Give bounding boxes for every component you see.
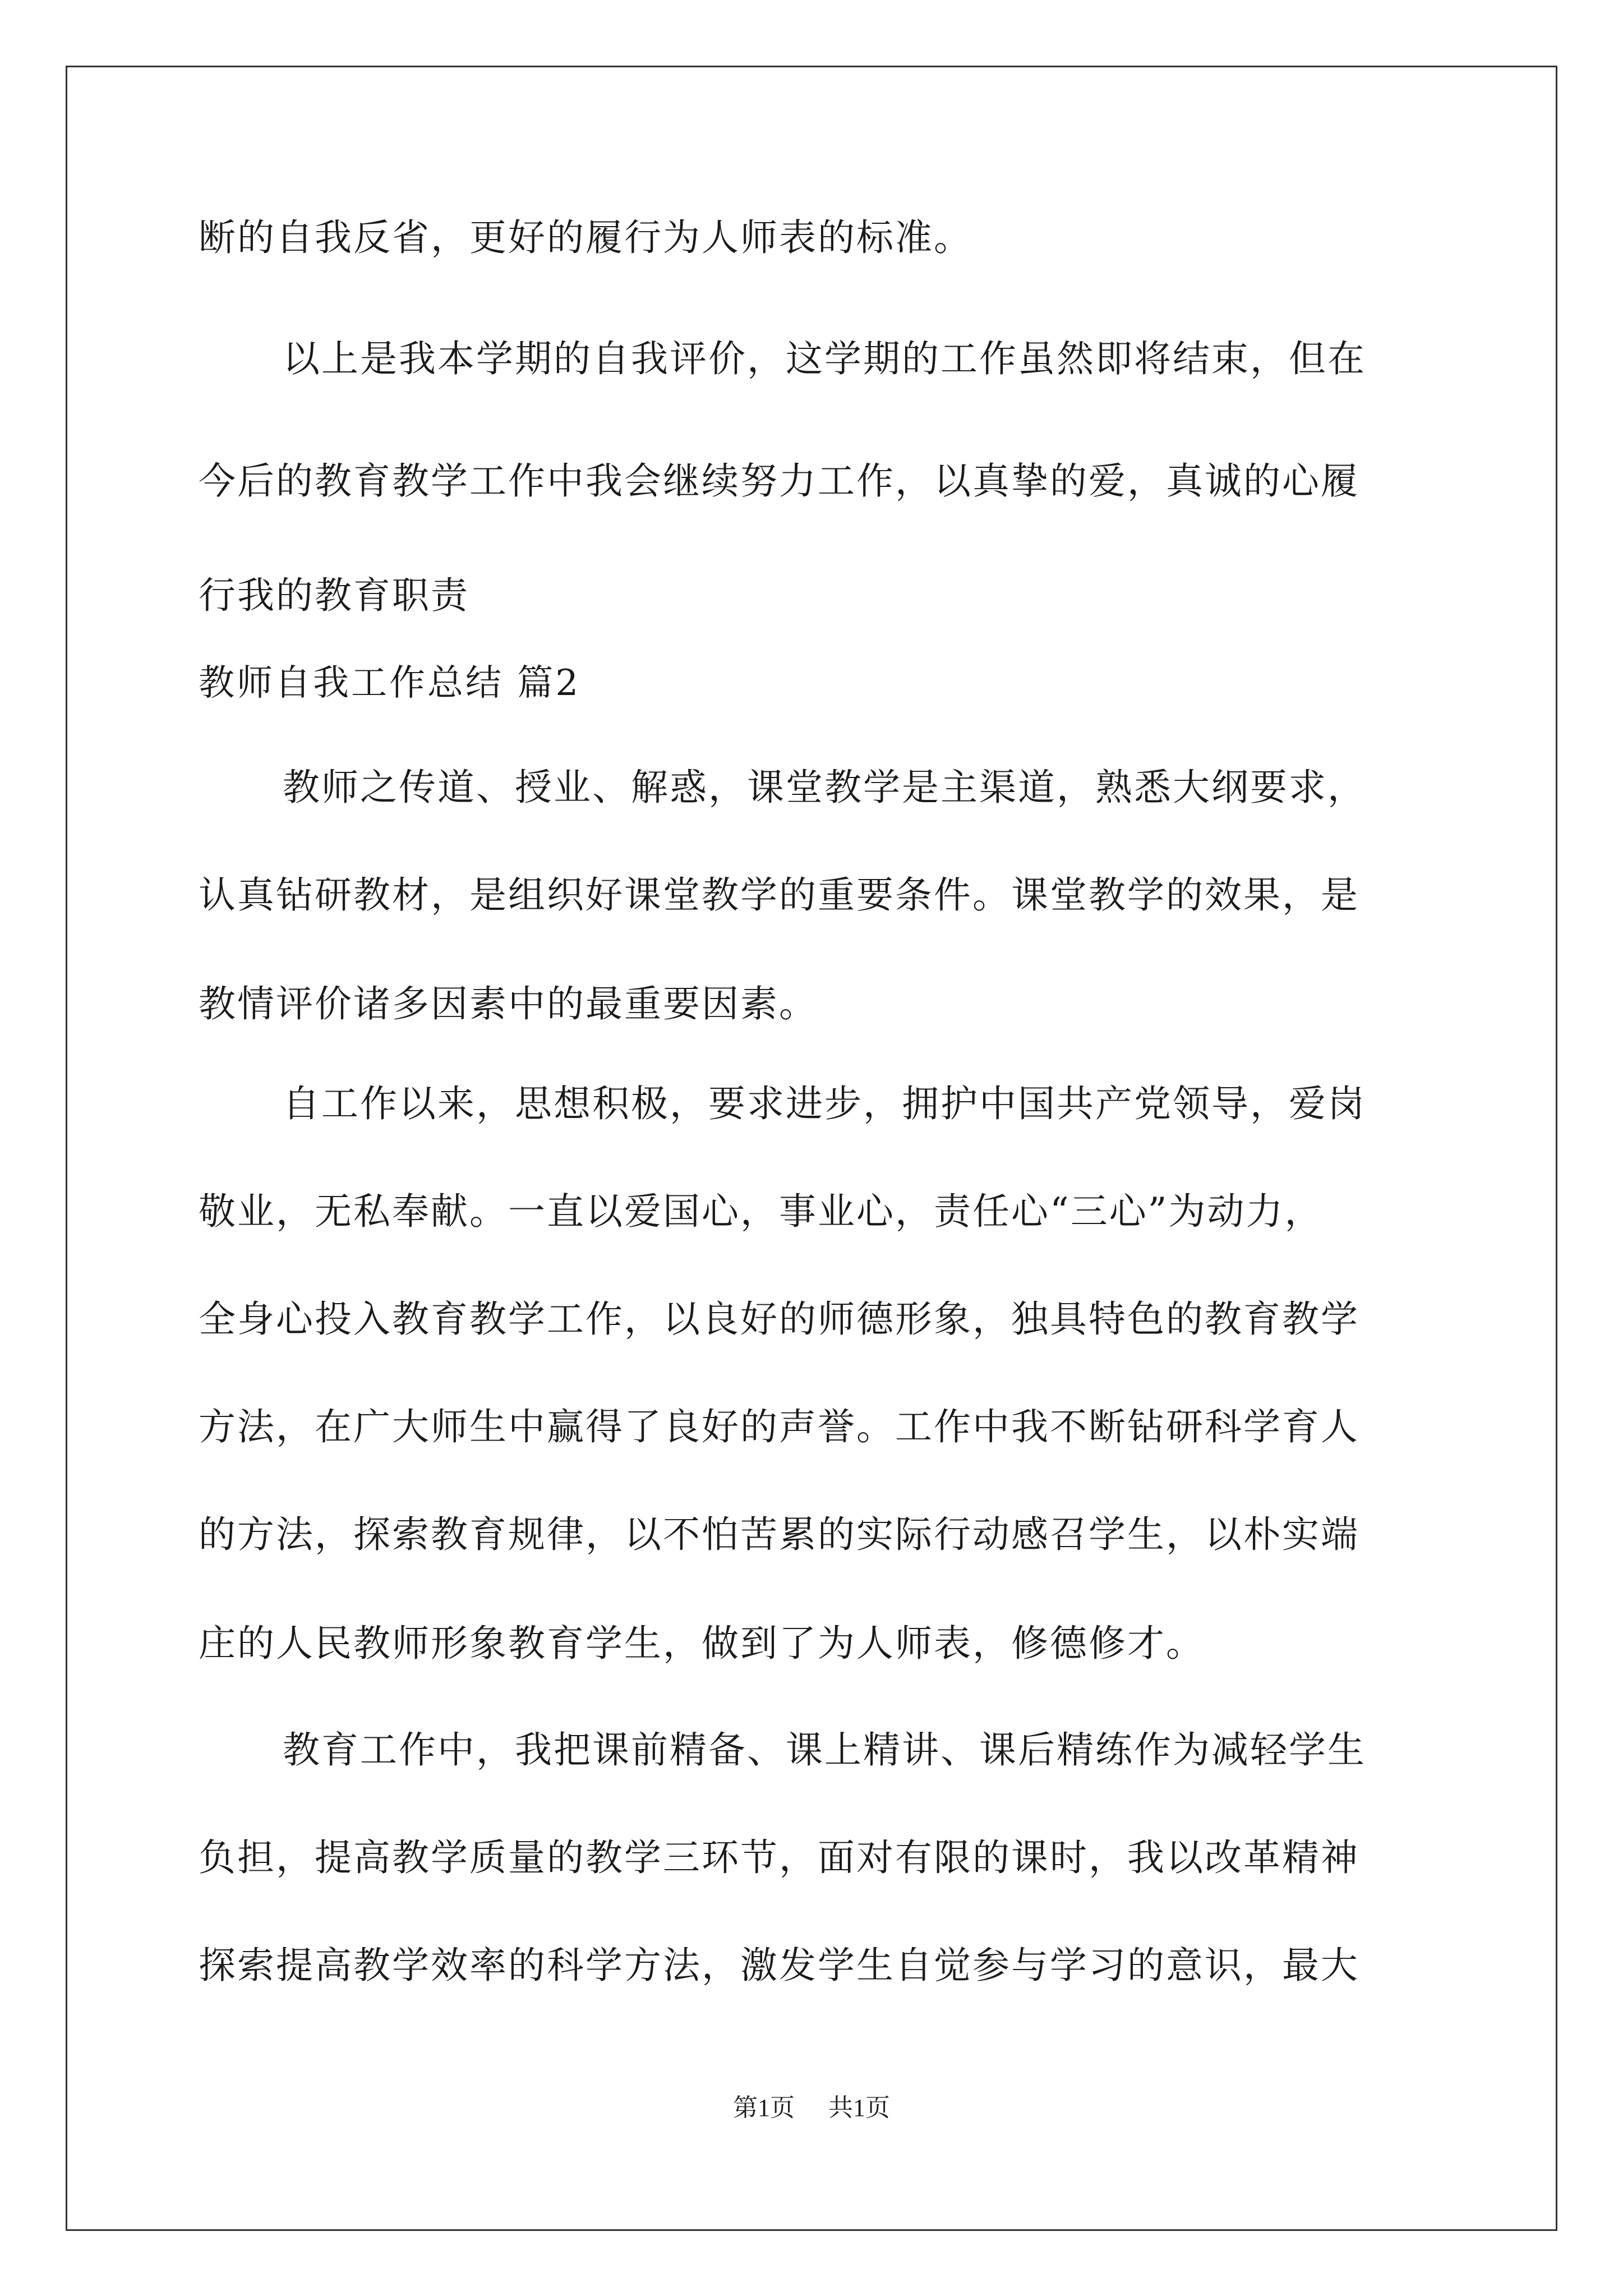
page-footer: [0, 2091, 1623, 2125]
body-line: 以上是我本学期的自我评价，这学期的工作虽然即将结束，但在: [283, 337, 1366, 380]
body-line: 教育工作中，我把课前精备、课上精讲、课后精练作为减轻学生: [283, 1728, 1366, 1772]
body-line: 庄的人民教师形象教育学生，做到了为人师表，修德修才。: [199, 1622, 1205, 1665]
body-line: 负担，提高教学质量的教学三环节，面对有限的课时，我以改革精神: [199, 1836, 1359, 1879]
body-line: 方法，在广大师生中赢得了良好的声誉。工作中我不断钻研科学育人: [199, 1405, 1359, 1448]
section-heading: 教师自我工作总结 篇2: [199, 662, 581, 704]
body-line: 认真钻研教材，是组织好课堂教学的重要条件。课堂教学的效果，是: [199, 873, 1359, 917]
body-line: 自工作以来，思想积极，要求进步，拥护中国共产党领导，爱岗: [283, 1082, 1366, 1125]
body-line: 教师之传道、授业、解惑，课堂教学是主渠道，熟悉大纲要求，: [283, 766, 1366, 809]
body-line: 今后的教育教学工作中我会继续努力工作，以真挚的爱，真诚的心履: [199, 459, 1359, 503]
body-line: 探索提高教学效率的科学方法，激发学生自觉参与学习的意识，最大: [199, 1944, 1359, 1987]
page-total: 共1页: [828, 2094, 890, 2122]
body-line: 断的自我反省，更好的履行为人师表的标准。: [199, 216, 972, 259]
page-border: [66, 66, 1557, 2231]
body-line: 全身心投入教育教学工作，以良好的师德形象，独具特色的教育教学: [199, 1297, 1359, 1341]
page-number: 第1页: [733, 2094, 795, 2122]
body-line: 的方法，探索教育规律，以不怕苦累的实际行动感召学生，以朴实端: [199, 1513, 1359, 1556]
body-line: 敬业，无私奉献。一直以爱国心，事业心，责任心“三心”为动力，: [199, 1190, 1324, 1233]
body-line: 行我的教育职责: [199, 574, 469, 617]
body-line: 教情评价诸多因素中的最重要因素。: [199, 982, 818, 1025]
